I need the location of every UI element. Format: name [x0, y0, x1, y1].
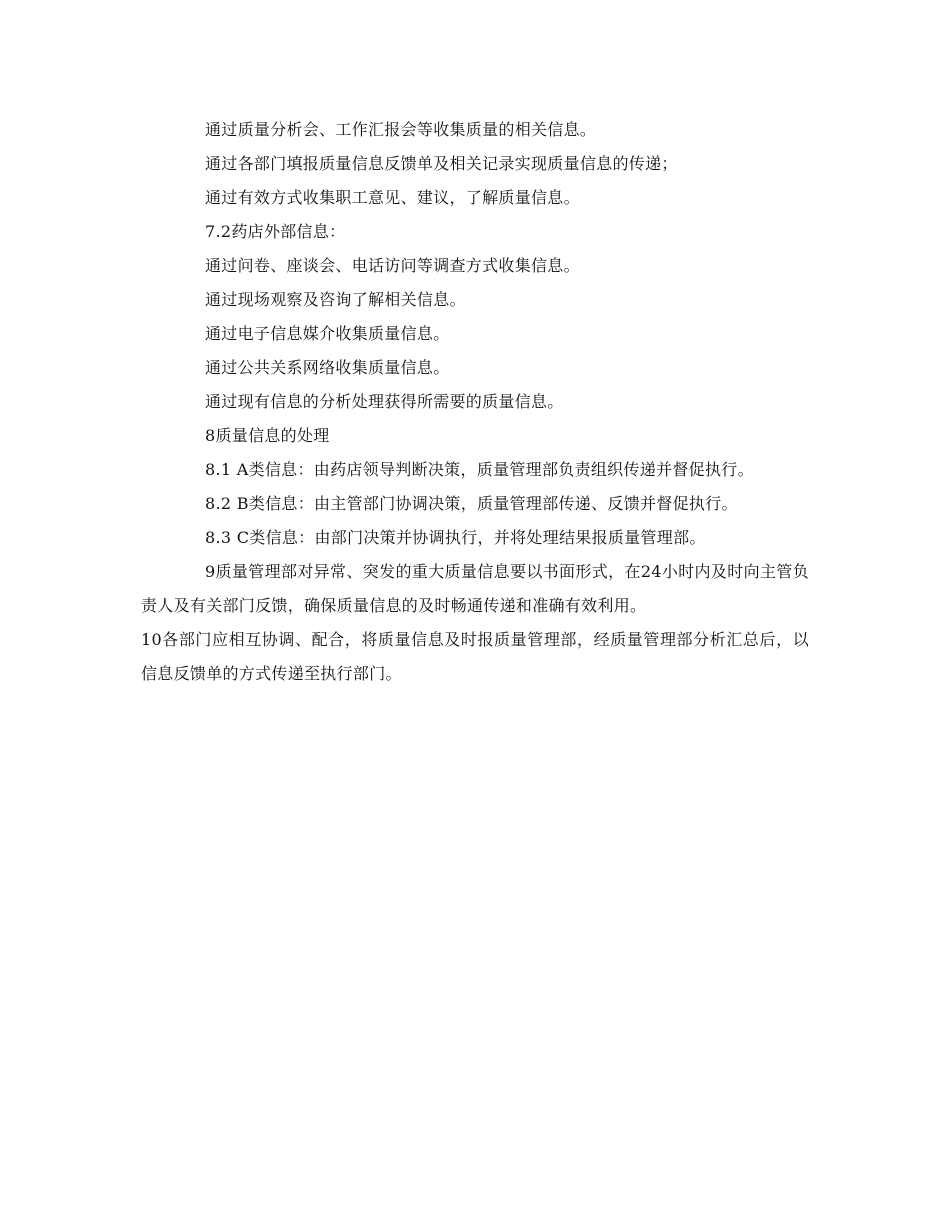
paragraph-class-b: 8.2 B类信息：由主管部门协调决策，质量管理部传递、反馈并督促执行。	[205, 494, 738, 513]
paragraph-class-a: 8.1 A类信息：由药店领导判断决策，质量管理部负责组织传递并督促执行。	[205, 460, 754, 479]
section-heading-7-2: 7.2药店外部信息：	[205, 222, 346, 241]
paragraph-class-c: 8.3 C类信息：由部门决策并协调执行，并将处理结果报质量管理部。	[205, 528, 706, 547]
paragraph-survey: 通过问卷、座谈会、电话访问等调查方式收集信息。	[205, 256, 580, 275]
paragraph-feedback-form: 通过各部门填报质量信息反馈单及相关记录实现质量信息的传递；	[205, 154, 678, 173]
paragraph-internal-meeting: 通过质量分析会、工作汇报会等收集质量的相关信息。	[205, 120, 597, 139]
paragraph-staff-opinions: 通过有效方式收集职工意见、建议，了解质量信息。	[205, 188, 580, 207]
paragraph-field-observation: 通过现场观察及咨询了解相关信息。	[205, 290, 466, 309]
document-body	[141, 113, 809, 691]
paragraph-item-9: 9质量管理部对异常、突发的重大质量信息要以书面形式，在24小时内及时向主管负责人及有关部门反馈，确保质量信息的及时畅通传递和准确有效利用。	[141, 562, 809, 615]
paragraph-analysis: 通过现有信息的分析处理获得所需要的质量信息。	[205, 392, 564, 411]
paragraph-electronic-media: 通过电子信息媒介收集质量信息。	[205, 324, 450, 343]
section-heading-8: 8质量信息的处理	[205, 426, 330, 445]
paragraph-public-relations: 通过公共关系网络收集质量信息。	[205, 358, 450, 377]
paragraph-item-10: 10各部门应相互协调、配合，将质量信息及时报质量管理部，经质量管理部分析汇总后，以信息反馈单的方式传递至执行部门。	[141, 630, 809, 683]
